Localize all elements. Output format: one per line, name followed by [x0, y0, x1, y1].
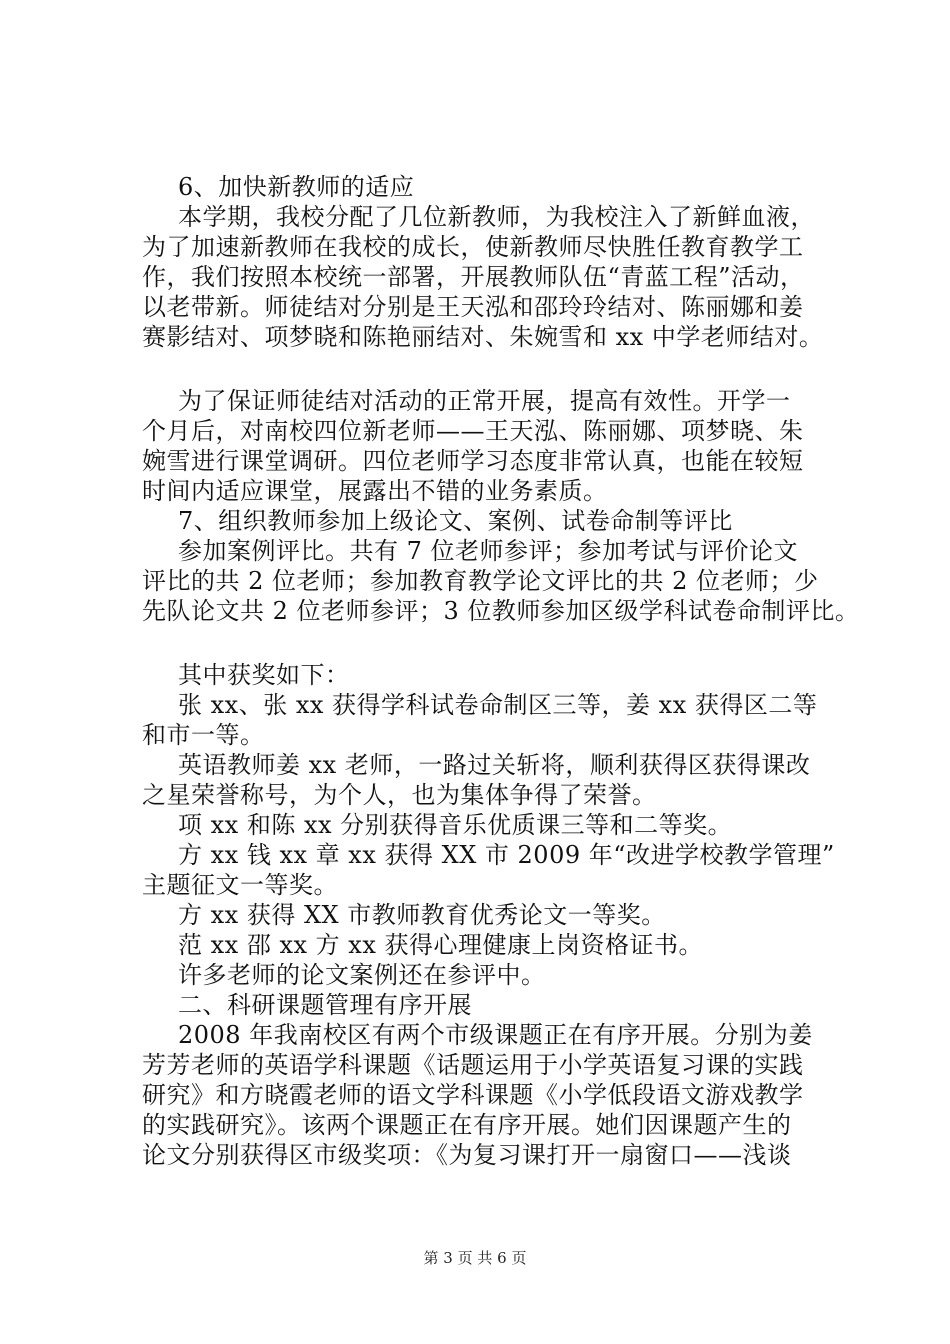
paragraph-line: 赛影结对、项梦晓和陈艳丽结对、朱婉雪和 xx 中学老师结对。	[142, 323, 824, 351]
paragraph-line: 的实践研究》。该两个课题正在有序开展。她们因课题产生的	[142, 1111, 792, 1139]
paragraph-line: 和市一等。	[142, 721, 265, 749]
section-heading: 7、组织教师参加上级论文、案例、试卷命制等评比	[178, 507, 733, 535]
paragraph-gap	[142, 352, 842, 386]
paragraph-line: 婉雪进行课堂调研。四位老师学习态度非常认真，也能在较短	[142, 447, 804, 475]
paragraph-line: 作，我们按照本校统一部署，开展教师队伍“青蓝工程”活动，	[142, 263, 805, 291]
paragraph-line: 个月后，对南校四位新老师——王天泓、陈丽娜、项梦晓、朱	[142, 417, 804, 445]
paragraph-line: 参加案例评比。共有 7 位老师参评；参加考试与评价论文	[178, 537, 799, 565]
paragraph-line: 2008 年我南校区有两个市级课题正在有序开展。分别为姜	[178, 1021, 813, 1049]
paragraph-line: 为了加速新教师在我校的成长，使新教师尽快胜任教育教学工	[142, 233, 804, 261]
paragraph-line: 之星荣誉称号，为个人，也为集体争得了荣誉。	[142, 781, 657, 809]
paragraph-line: 为了保证师徒结对活动的正常开展，提高有效性。开学一	[178, 387, 791, 415]
page-number-footer: 第 3 页 共 6 页	[423, 1249, 527, 1267]
paragraph-line: 论文分别获得区市级奖项：《为复习课打开一扇窗口——浅谈	[142, 1141, 792, 1169]
paragraph-line: 其中获奖如下：	[178, 661, 350, 689]
paragraph-line: 许多老师的论文案例还在参评中。	[178, 961, 546, 989]
paragraph-line: 英语教师姜 xx 老师，一路过关斩将，顺利获得区获得课改	[178, 751, 811, 779]
section-heading: 二、科研课题管理有序开展	[178, 991, 472, 1019]
paragraph-line: 研究》和方晓霞老师的语文学科课题《小学低段语文游戏教学	[142, 1081, 804, 1109]
paragraph-line: 张 xx、张 xx 获得学科试卷命制区三等，姜 xx 获得区二等	[178, 691, 818, 719]
paragraph-line: 方 xx 获得 XX 市教师教育优秀论文一等奖。	[178, 901, 666, 929]
paragraph-line: 芳芳老师的英语学科课题《话题运用于小学英语复习课的实践	[142, 1051, 804, 1079]
paragraph-line: 范 xx 邵 xx 方 xx 获得心理健康上岗资格证书。	[178, 931, 703, 959]
paragraph-line: 评比的共 2 位老师；参加教育教学论文评比的共 2 位老师；少	[142, 567, 819, 595]
paragraph-line: 主题征文一等奖。	[142, 871, 338, 899]
paragraph-gap	[142, 626, 842, 660]
paragraph-line: 以老带新。师徒结对分别是王天泓和邵玲玲结对、陈丽娜和姜	[142, 293, 804, 321]
paragraph-line: 本学期，我校分配了几位新教师，为我校注入了新鲜血液，	[178, 203, 815, 231]
paragraph-line: 方 xx 钱 xx 章 xx 获得 XX 市 2009 年“改进学校教学管理”	[178, 841, 835, 869]
section-heading: 6、加快新教师的适应	[178, 173, 415, 201]
paragraph-line: 项 xx 和陈 xx 分别获得音乐优质课三等和二等奖。	[178, 811, 733, 839]
document-body	[142, 172, 860, 1170]
paragraph-line: 时间内适应课堂，展露出不错的业务素质。	[142, 477, 608, 505]
paragraph-line: 先队论文共 2 位老师参评；3 位教师参加区级学科试卷命制评比。	[142, 597, 860, 625]
